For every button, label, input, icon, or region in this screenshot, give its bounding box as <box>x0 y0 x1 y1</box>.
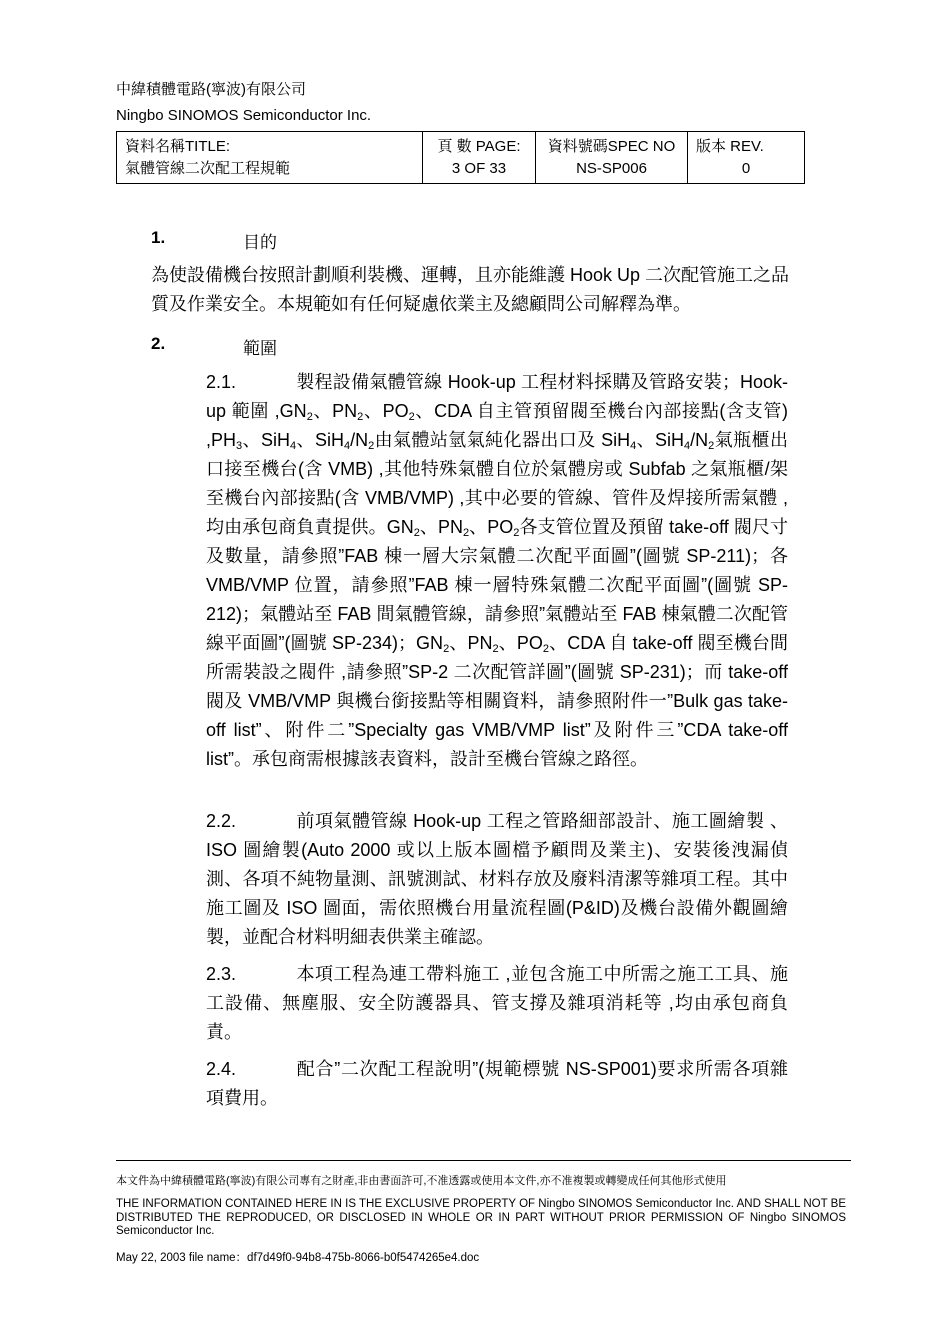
subsection-2-3-text: 本項工程為連工帶料施工 ,並包含施工中所需之施工工具、施工設備、無塵服、安全防護器具、管支撐及雜項消耗等 ,均由承包商負責。 <box>206 964 788 1042</box>
subsection-2-1-number: 2.1. <box>206 372 237 392</box>
subsection-2-4-number: 2.4. <box>206 1059 237 1079</box>
footer-file-info: May 22, 2003 file name：df7d49f0-94b8-475b-8066-b0f5474265e4.doc <box>116 1252 480 1264</box>
section-1-number: 1. <box>151 228 166 247</box>
footer-divider <box>116 1160 851 1161</box>
subsection-2-3-number: 2.3. <box>206 964 237 984</box>
section-2-title: 範圍 <box>243 339 277 358</box>
rev-label: 版本 REV. <box>696 137 764 155</box>
company-name-en: Ningbo SINOMOS Semiconductor Inc. <box>116 107 372 124</box>
title-cell <box>117 132 423 184</box>
subsection-2-2 <box>206 807 788 952</box>
footer-notice-cn: 本文件為中緯積體電路(寧波)有限公司專有之財產,非由書面許可,不准透露或使用本文件,亦不准複製或轉變成任何其他形式使用 <box>116 1175 727 1187</box>
subsection-2-4-text: 配合”二次配工程說明”(規範標號 NS-SP001)要求所需各項雜項費用。 <box>206 1059 788 1108</box>
section-1-text: 為使設備機台按照計劃順利裝機、運轉，且亦能維護 Hook Up 二次配管施工之品質及作業安全。本規範如有任何疑慮依業主及總顧問公司解釋為準。 <box>151 265 790 314</box>
section-1-title: 目的 <box>243 233 277 252</box>
subsection-2-4 <box>206 1055 788 1113</box>
page-value: 3 OF 33 <box>451 159 507 177</box>
rev-value: 0 <box>741 159 751 177</box>
subsection-2-1: 2.1. 製程設備氣體管線 Hook-up 工程材料採購及管路安裝；Hook-up 範圍 $,GN_2$、$PN_2$、$PO_2$、CDA 自主管預留閥至機台內部接點(含支管) $,PH_3$、SiH$_4$、$SiH_4/N_2$由氣體站氫氣純化器出口及 SiH$_4$、$SiH_4/N_2$氣瓶櫃出口接至機台(含 VMB) ,其他特殊氣體自位於氣體房或 Subfab 之氣瓶櫃/架至機台內部接點(含 VMB/VMP) ,其中必要的管線、管件及焊接所需氣體 ,均由承包商負責提供。$GN_2$、$PN_2$、$PO_2$各支管位置及預留 take-off 閥尺寸及數量，請參照”FAB 棟一層大宗氣體二次配平面圖”(圖號 SP-211)；各 VMB/VMP 位置，請參照”FAB 棟一層特殊氣體二次配平面圖”(圖號 SP-212)；氣體站至 FAB 間氣體管線，請參照”氣體站至 FAB 棟氣體二次配管線平面圖”(圖號 SP-234)；$GN_2$、$PN_2$、$PO_2$、CDA 自 take-off 閥至機台間所需裝設之閥件 ,請參照”SP-2 二次配管詳圖”(圖號 SP-231)；而 take-off 閥及 VMB/VMP 與機台銜接點等相關資料，請參照附件一”Bulk gas take-off list”、附件二”Specialty gas VMB/VMP list”及附件三”CDA take-off list”。承包商需根據該表資料，設計至機台管線之路徑。 <box>206 368 788 774</box>
spec-cell <box>536 132 688 184</box>
document-title-table <box>116 131 805 184</box>
footer-notice-en: THE INFORMATION CONTAINED HERE IN IS THE EXCLUSIVE PROPERTY OF Ningbo SINOMOS Semiconductor Inc. AND SHALL NOT BE DISTRIBUTED THE REPRODUCED, OR DISCLOSED IN WHOLE OR IN PART WITHOUT PRIOR PERMISSION OF Ningbo SINOMOS Semiconductor Inc. <box>116 1198 846 1237</box>
section-2-number: 2. <box>151 334 166 353</box>
title-value: 氣體管線二次配工程規範 <box>125 159 291 177</box>
rev-cell <box>688 132 805 184</box>
page-cell <box>423 132 536 184</box>
title-label: 資料名稱TITLE: <box>125 137 231 155</box>
page-label: 頁 數 PAGE: <box>437 137 521 155</box>
spec-value: NS-SP006 <box>576 159 647 177</box>
subsection-2-3 <box>206 960 788 1047</box>
subsection-2-2-number: 2.2. <box>206 811 237 831</box>
company-name-cn: 中緯積體電路(寧波)有限公司 <box>116 81 306 98</box>
subsection-2-2-text: 前項氣體管線 Hook-up 工程之管路細部設計、施工圖繪製 、ISO 圖繪製(Auto 2000 或以上版本圖檔予顧問及業主)、安裝後洩漏偵測、各項不純物量測、訊號測試、材料存放及廢料清潔等雜項工程。其中施工圖及 ISO 圖面，需依照機台用量流程圖(P&ID)及機台設備外觀圖繪製，並配合材料明細表供業主確認。 <box>206 811 788 947</box>
spec-label: 資料號碼SPEC NO <box>547 137 676 155</box>
